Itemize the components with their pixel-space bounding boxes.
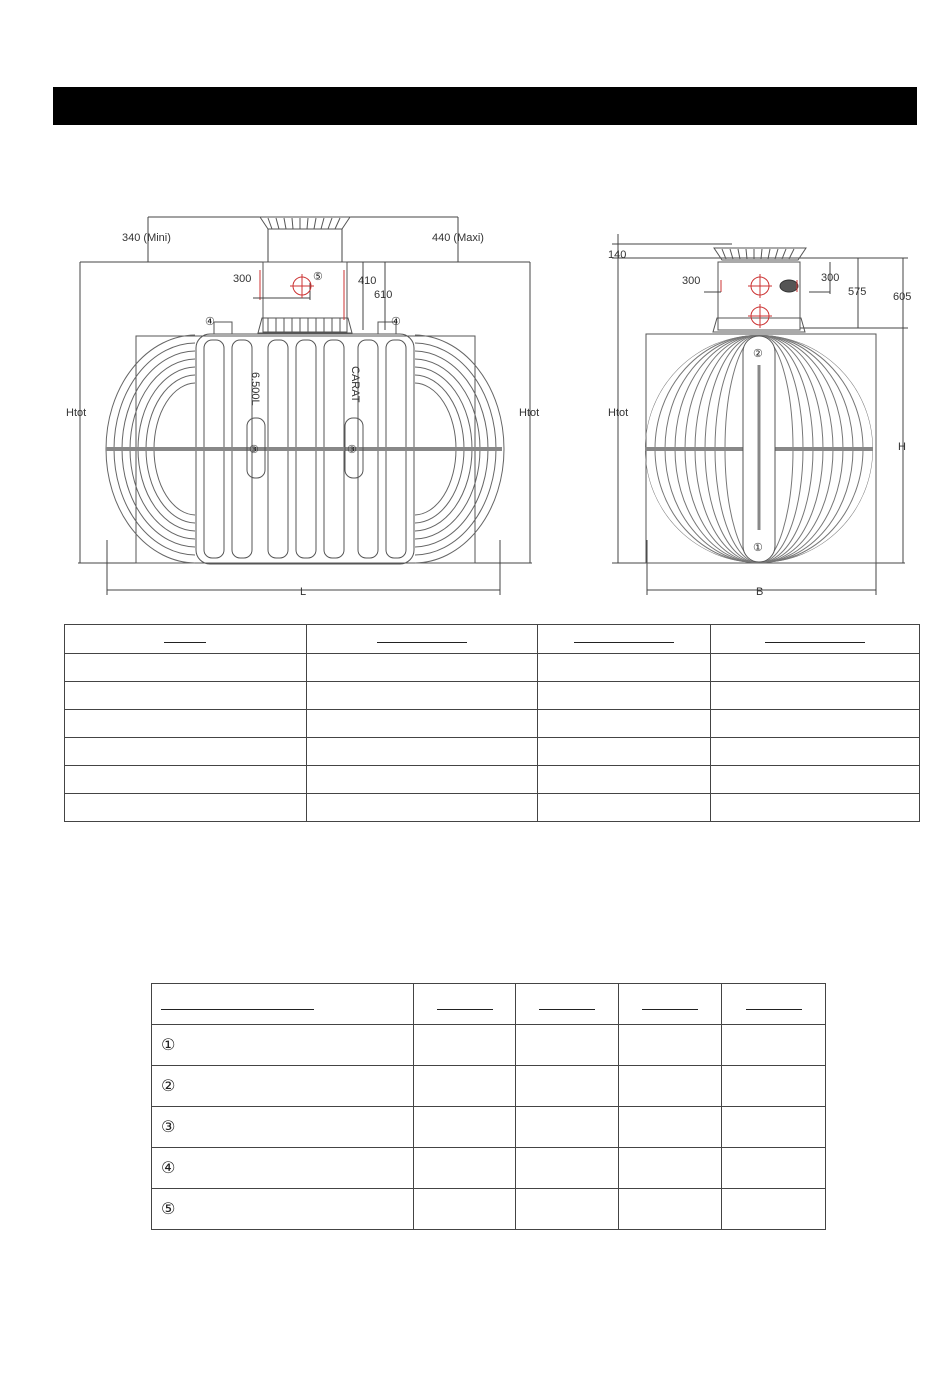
dim-575: 575 (848, 286, 867, 298)
header-cell (538, 625, 711, 654)
dim-b: B (756, 586, 764, 598)
dim-htot-end: Htot (608, 407, 629, 419)
callout-3-left: ③ (249, 444, 259, 456)
dim-300-end-right: 300 (821, 272, 840, 284)
table-row (65, 766, 920, 794)
callout-3-right: ③ (347, 444, 357, 456)
dim-300-side: 300 (233, 273, 252, 285)
dim-length: L (300, 586, 307, 598)
callout-1: ① (753, 542, 763, 554)
table-row (152, 1148, 826, 1189)
callout-4-right: ④ (391, 316, 401, 328)
table-row (152, 1066, 826, 1107)
dim-410: 410 (358, 275, 377, 287)
spec-table-header (65, 625, 920, 654)
callout-2: ② (753, 348, 763, 360)
part-number-5: ⑤ (152, 1189, 414, 1230)
table-row (152, 1025, 826, 1066)
table-row (65, 738, 920, 766)
dim-605: 605 (893, 291, 912, 303)
header-cell (65, 625, 307, 654)
dim-300-end-left: 300 (682, 275, 701, 287)
header-cell (711, 625, 920, 654)
side-view-callouts (205, 271, 401, 456)
table-row (152, 1189, 826, 1230)
part-number-2: ② (152, 1066, 414, 1107)
tank-brand-label: CARAT (349, 366, 361, 403)
tank-volume-label: 6.500L (249, 372, 261, 406)
table-row (65, 710, 920, 738)
dim-mini: 340 (Mini) (122, 232, 171, 244)
table-row (65, 794, 920, 822)
dim-610: 610 (374, 289, 393, 301)
dim-h: H (898, 441, 906, 453)
table-row (152, 1107, 826, 1148)
dim-140: 140 (608, 249, 627, 261)
side-view (78, 217, 532, 595)
table-row (65, 682, 920, 710)
dim-htot-right: Htot (519, 407, 540, 419)
parts-table-header (152, 984, 826, 1025)
spec-table (64, 624, 920, 822)
part-number-1: ① (152, 1025, 414, 1066)
header-cell (306, 625, 538, 654)
dim-maxi: 440 (Maxi) (432, 232, 484, 244)
part-number-3: ③ (152, 1107, 414, 1148)
parts-table (151, 983, 826, 1230)
table-row (65, 654, 920, 682)
side-view-dimensions (66, 232, 539, 598)
callout-5: ⑤ (313, 271, 323, 283)
technical-drawing (0, 0, 950, 620)
callout-4-left: ④ (205, 316, 215, 328)
dim-htot-left: Htot (66, 407, 87, 419)
part-number-4: ④ (152, 1148, 414, 1189)
